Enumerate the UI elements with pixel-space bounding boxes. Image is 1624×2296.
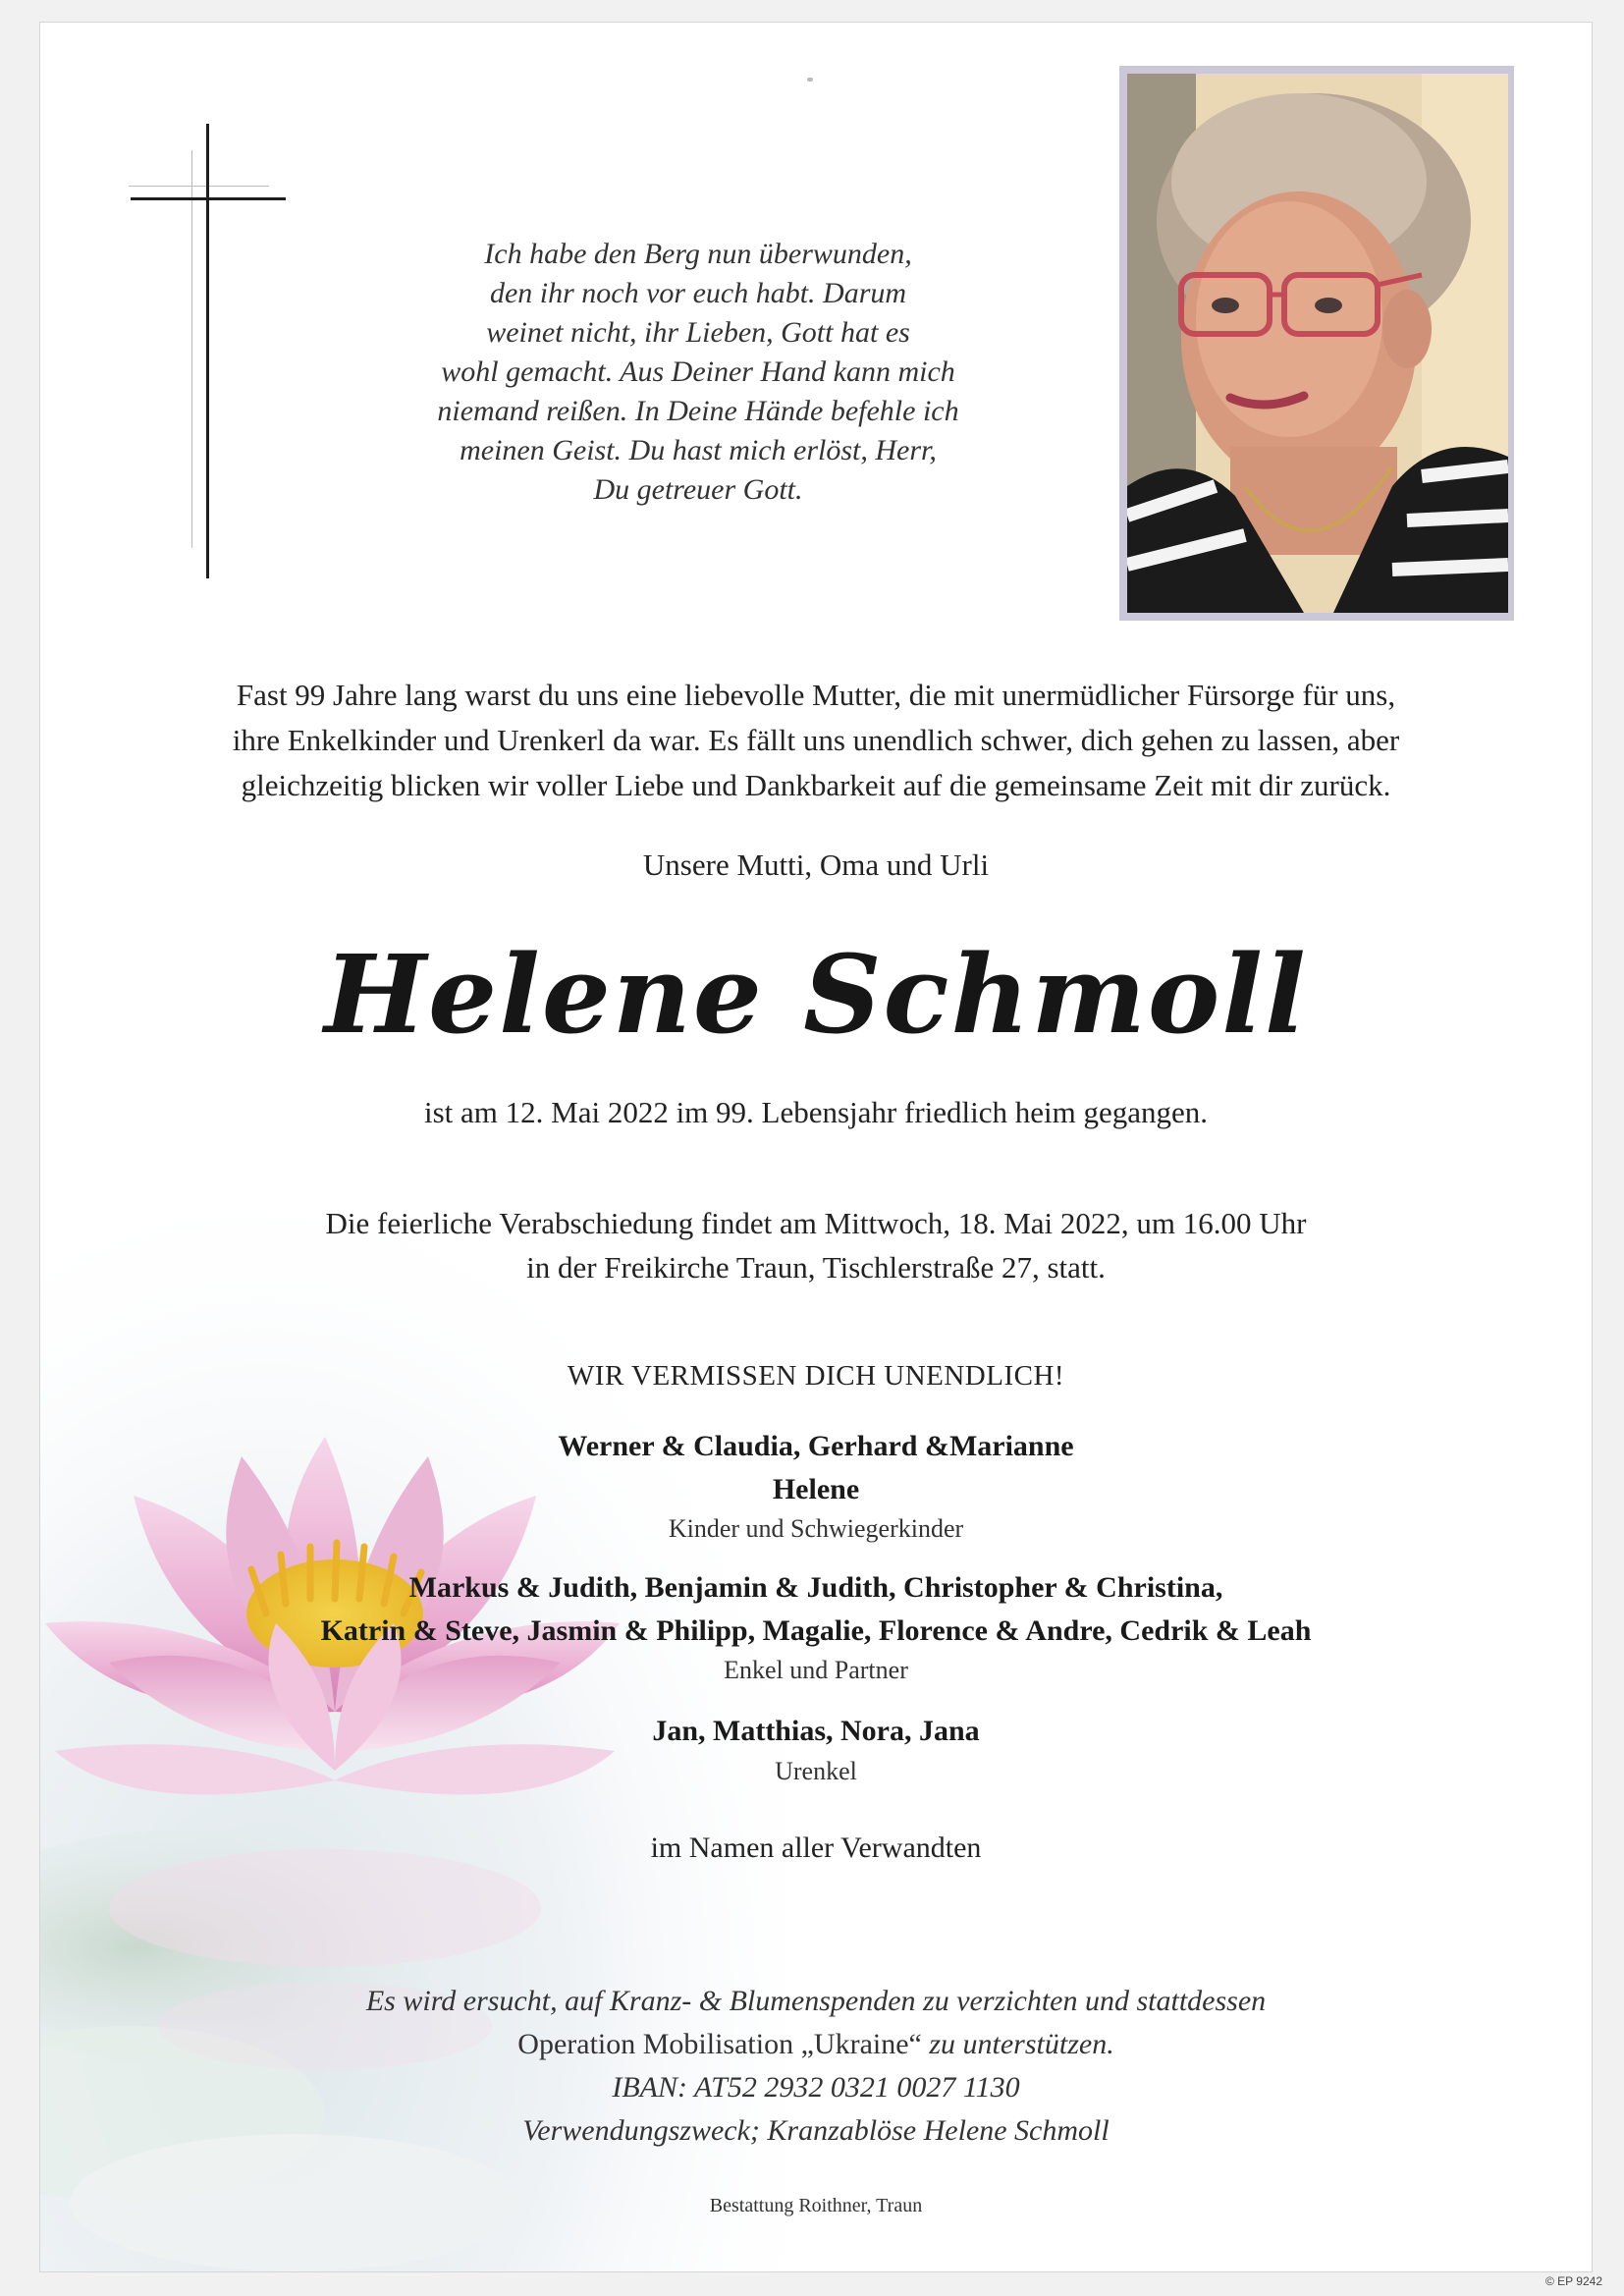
verse-line: weinet nicht, ihr Lieben, Gott hat es — [486, 316, 910, 349]
children-names — [40, 1425, 1592, 1511]
tribute-paragraph — [188, 673, 1444, 808]
ceremony-info — [40, 1201, 1592, 1289]
cross-icon-bar — [131, 197, 286, 200]
ceremony-line: in der Freikirche Traun, Tischlerstraße 27, statt. — [526, 1250, 1106, 1285]
tribute-line: gleichzeitig blicken wir voller Liebe und Dankbarkeit auf die gemeinsame Zeit mit dir zurück. — [241, 768, 1391, 802]
donation-iban: IBAN: AT52 2932 0321 0027 1130 — [612, 2071, 1020, 2104]
intro-text: Unsere Mutti, Oma und Urli — [642, 847, 990, 882]
cross-icon — [206, 124, 209, 578]
verse-line: Du getreuer Gott. — [593, 473, 803, 506]
scan-mark — [807, 78, 813, 82]
great-grandchildren-names: Jan, Matthias, Nora, Jana — [652, 1715, 980, 1747]
donation-purpose: Verwendungszweck; Kranzablöse Helene Schmoll — [522, 2114, 1110, 2147]
children-line: Werner & Claudia, Gerhard &Marianne — [558, 1430, 1074, 1462]
obituary-page — [39, 22, 1593, 2272]
tribute-line: Fast 99 Jahre lang warst du uns eine liebevolle Mutter, die mit unermüdlicher Fürsorge für uns, — [236, 678, 1396, 712]
tribute-line: ihre Enkelkinder und Urenkerl da war. Es fällt uns unendlich schwer, dich gehen zu lassen, aber — [232, 723, 1400, 757]
cross-icon-shadow-bar — [129, 186, 269, 187]
ceremony-line: Die feierliche Verabschiedung findet am Mittwoch, 18. Mai 2022, um 16.00 Uhr — [325, 1206, 1307, 1240]
bible-verse — [423, 235, 973, 510]
children-role: Kinder und Schwiegerkinder — [668, 1514, 964, 1543]
donation-request — [40, 1980, 1592, 2153]
undertaker-credit: Bestattung Roithner, Traun — [709, 2195, 923, 2216]
verse-line: niemand reißen. In Deine Hände befehle ich — [437, 395, 959, 427]
grandchildren-line: Markus & Judith, Benjamin & Judith, Christopher & Christina, — [408, 1571, 1223, 1604]
death-notice: ist am 12. Mai 2022 im 99. Lebensjahr friedlich heim gegangen. — [423, 1095, 1209, 1129]
verse-line: wohl gemacht. Aus Deiner Hand kann mich — [441, 355, 955, 388]
relatives-line: im Namen aller Verwandten — [650, 1831, 982, 1864]
verse-line: Ich habe den Berg nun überwunden, — [484, 238, 912, 270]
verse-line: den ihr noch vor euch habt. Darum — [489, 277, 907, 309]
cross-icon-shadow — [191, 150, 192, 548]
grandchildren-names — [40, 1566, 1592, 1653]
great-grandchildren-role: Urenkel — [775, 1757, 857, 1785]
children-line: Helene — [772, 1473, 860, 1505]
donation-line: Es wird ersucht, auf Kranz- & Blumenspenden zu verzichten und stattdessen — [365, 1985, 1267, 2017]
donation-organization: Operation Mobilisation „Ukraine“ — [517, 2028, 922, 2060]
print-code: © EP 9242 — [1545, 2274, 1602, 2288]
miss-you-heading: WIR VERMISSEN DICH UNENDLICH! — [567, 1360, 1065, 1392]
deceased-name: Helene Schmoll — [324, 931, 1308, 1058]
grandchildren-role: Enkel und Partner — [724, 1656, 908, 1684]
portrait-photo — [1127, 74, 1508, 613]
grandchildren-line: Katrin & Steve, Jasmin & Philipp, Magalie, Florence & Andre, Cedrik & Leah — [320, 1614, 1312, 1647]
donation-line-2 — [40, 2023, 1592, 2066]
donation-suffix: zu unterstützen. — [921, 2028, 1114, 2060]
verse-line: meinen Geist. Du hast mich erlöst, Herr, — [460, 434, 937, 466]
